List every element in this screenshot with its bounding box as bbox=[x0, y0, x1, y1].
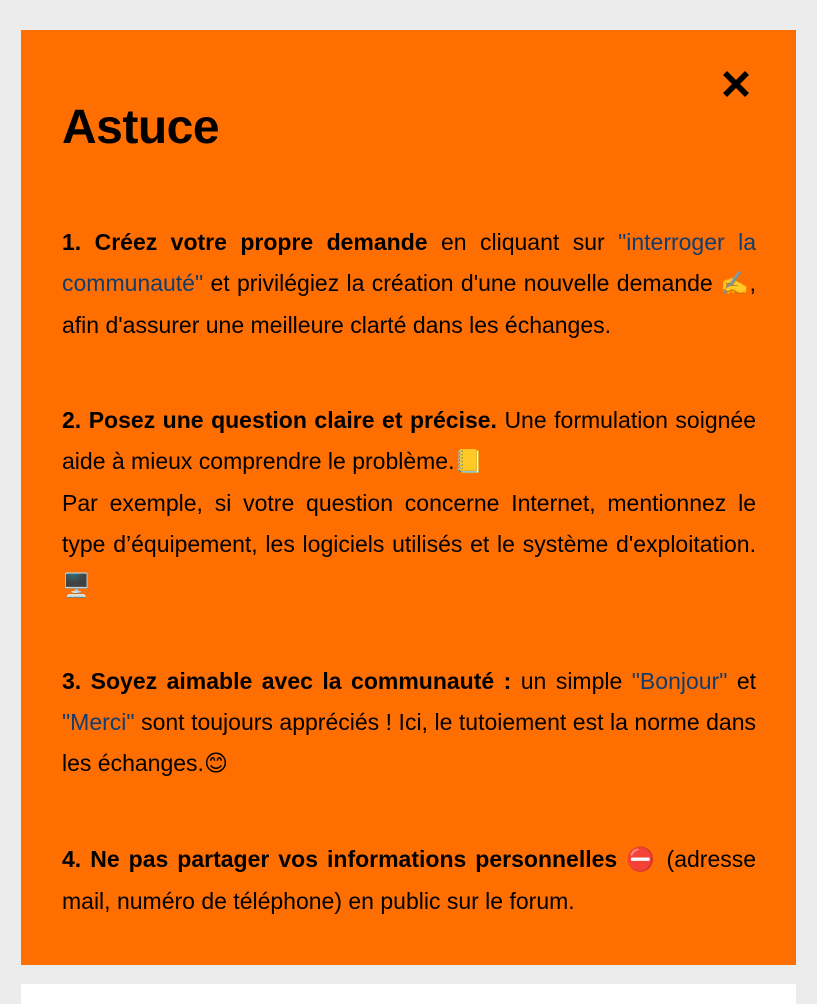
computer-icon: 🖥️ bbox=[62, 573, 91, 599]
tip-1-text: en cliquant sur bbox=[427, 229, 619, 255]
tip-3 bbox=[62, 661, 756, 785]
tip-4-heading: Ne pas partager vos informations personnelles bbox=[90, 846, 618, 872]
tip-2 bbox=[62, 400, 756, 607]
tip-1 bbox=[62, 222, 756, 346]
dialog-title: Astuce bbox=[62, 101, 220, 154]
tip-3-heading: Soyez aimable avec la communauté : bbox=[90, 668, 512, 694]
bonjour-link[interactable]: "Bonjour" bbox=[631, 668, 728, 694]
smile-icon: 😊 bbox=[203, 751, 228, 777]
tip-4-number: 4. bbox=[62, 846, 82, 872]
tip-4 bbox=[62, 839, 756, 922]
tip-1-heading: Créez votre propre demande bbox=[94, 229, 428, 255]
tip-2-text: Une formulation soignée aide à mieux comprendre le problème. bbox=[62, 407, 756, 474]
tip-1-text-3: , afin d'assurer une meilleure clarté dans les échanges. bbox=[62, 270, 757, 338]
tip-1-text-2: et privilégiez la création d'une nouvelle demande bbox=[203, 270, 721, 296]
page-bottom-section bbox=[21, 984, 796, 1004]
tip-2-number: 2. bbox=[62, 407, 82, 433]
tip-3-number: 3. bbox=[62, 668, 82, 694]
merci-link[interactable]: "Merci" bbox=[62, 709, 135, 735]
tip-3-text-2: et bbox=[727, 668, 757, 694]
tip-3-text: un simple bbox=[511, 668, 632, 694]
tips-list bbox=[62, 222, 756, 922]
tip-4-text: (adresse mail, numéro de téléphone) en public sur le forum. bbox=[62, 846, 757, 914]
tip-dialog bbox=[21, 30, 796, 965]
ask-community-link[interactable]: "interroger la communauté" bbox=[62, 229, 756, 296]
no-entry-icon: ⛔ bbox=[626, 847, 658, 873]
notebook-icon: 📒 bbox=[454, 449, 484, 475]
tip-2-example: Par exemple, si votre question concerne Internet, mentionnez le type d’équipement, les logiciels utilisés et le système d'exploitation. bbox=[62, 490, 756, 557]
tip-1-number: 1. bbox=[62, 229, 82, 255]
writing-hand-icon: ✍️ bbox=[720, 271, 750, 297]
tip-3-text-3: sont toujours appréciés ! Ici, le tutoiement est la norme dans les échanges. bbox=[62, 709, 756, 776]
tip-2-heading: Posez une question claire et précise. bbox=[88, 407, 497, 433]
close-icon[interactable] bbox=[718, 66, 754, 102]
